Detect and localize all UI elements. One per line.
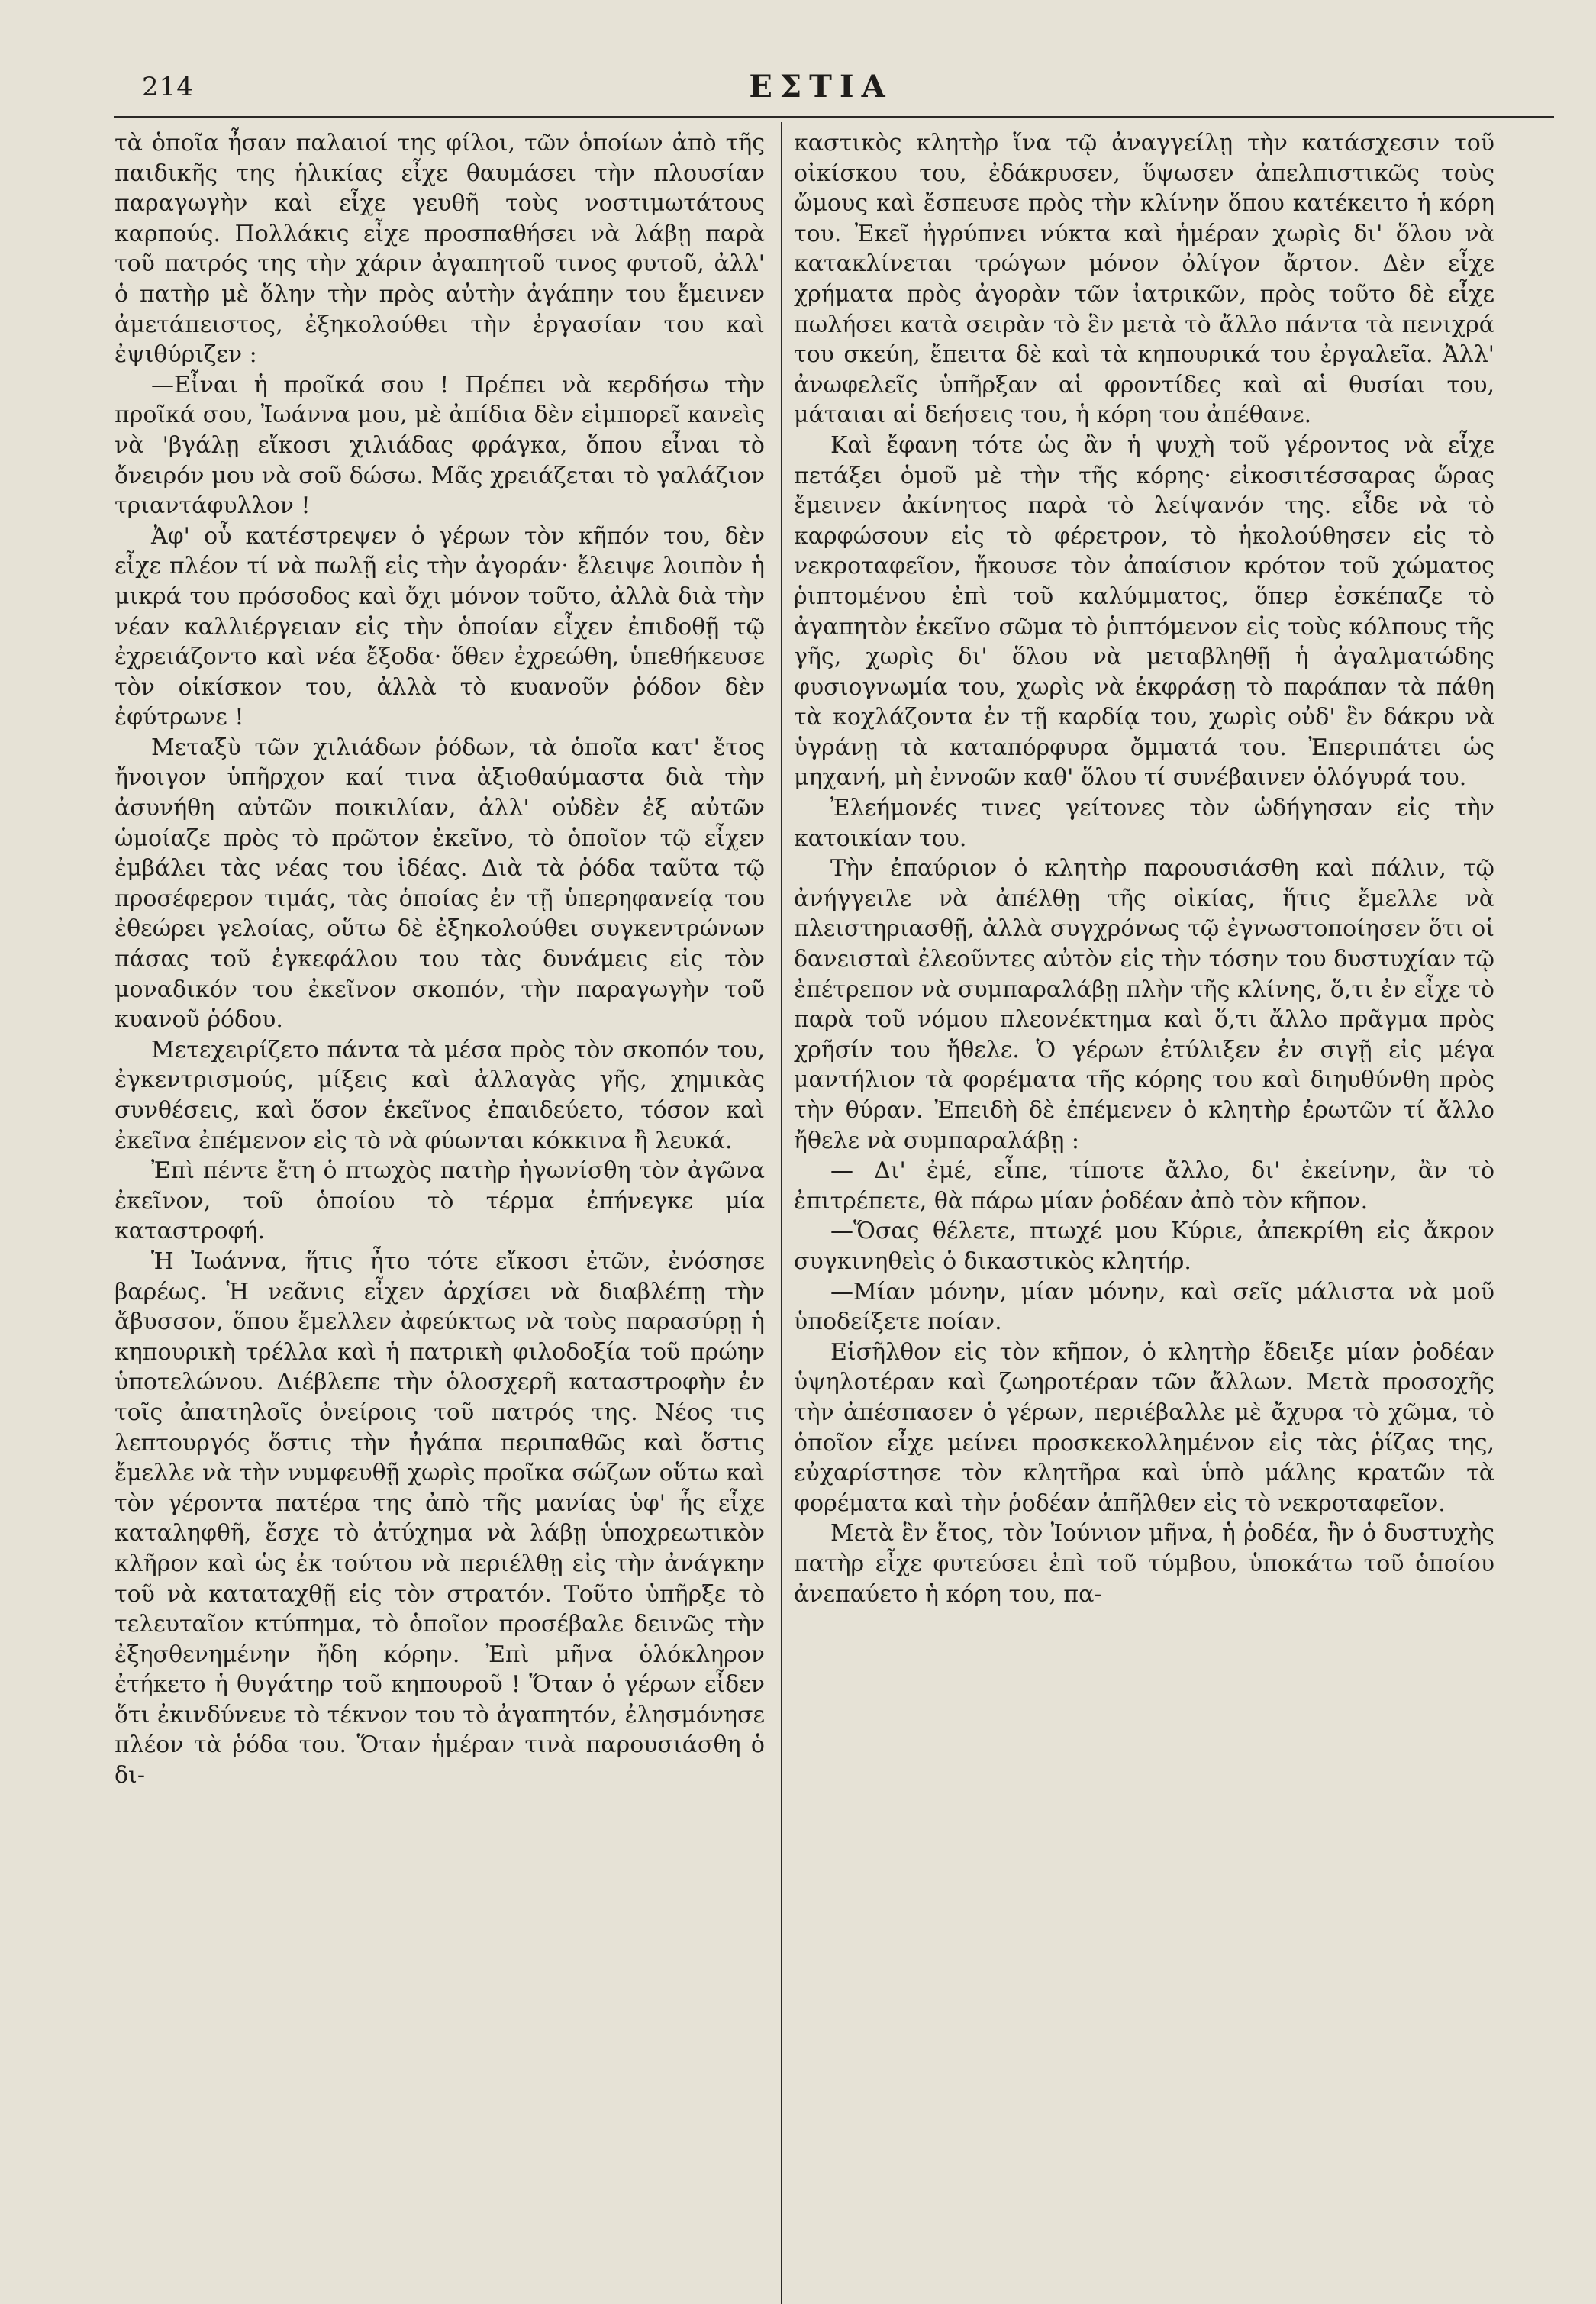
paragraph: τὰ ὁποῖα ἦσαν παλαιοί της φίλοι, τῶν ὁποίων ἀπὸ τῆς παιδικῆς της ἡλικίας εἶχε θαυμάσει τὴν πλουσίαν παραγωγὴν καὶ εἶχε γευθῆ τοὺς νοστιμωτάτους καρπούς. Πολλάκις εἶχε προσπαθήσει νὰ λάβῃ παρὰ τοῦ πατρός της τὴν χάριν ἀγαπητοῦ τινος φυτοῦ, ἀλλ' ὁ πατὴρ μὲ ὅλην τὴν πρὸς αὐτὴν ἀγάπην του ἔμεινεν ἀμετάπειστος, ἐξηκολούθει τὴν ἐργασίαν του καὶ ἐψιθύριζεν : bbox=[114, 130, 765, 369]
header-rule bbox=[114, 116, 1554, 118]
paragraph: —Εἶναι ἡ προῖκά σου ! Πρέπει νὰ κερδήσω τὴν προῖκά σου, Ἰωάννα μου, μὲ ἀπίδια δὲν εἰμπορεῖ κανεὶς νὰ 'βγάλῃ εἴκοσι χιλιάδας φράγκα, ὅπου εἶναι τὸ ὄνειρόν μου νὰ σοῦ δώσω. Μᾶς χρειάζεται τὸ γαλάζιον τριαντάφυλλον ! bbox=[114, 371, 765, 520]
paragraph: —Μίαν μόνην, μίαν μόνην, καὶ σεῖς μάλιστα νὰ μοῦ ὑποδείξετε ποίαν. bbox=[794, 1278, 1494, 1336]
page-number: 214 bbox=[142, 72, 194, 102]
paragraph: Ἡ Ἰωάννα, ἥτις ἦτο τότε εἴκοσι ἐτῶν, ἐνόσησε βαρέως. Ἡ νεᾶνις εἶχεν ἀρχίσει νὰ διαβλέπῃ τὴν ἄβυσσον, ὅπου ἔμελλεν ἀφεύκτως νὰ τοὺς παρασύρῃ ἡ κηπουρικὴ τρέλλα καὶ ἡ πατρικὴ φιλοδοξία τοῦ πρώην ὑποτελώνου. Διέβλεπε τὴν ὁλοσχερῆ καταστροφὴν ἐν τοῖς ἀπατηλοῖς ὀνείροις τοῦ πατρός της. Νέος τις λεπτουργός ὅστις τὴν ἠγάπα περιπαθῶς καὶ ὅστις ἔμελλε νὰ τὴν νυμφευθῇ χωρὶς προῖκα σώζων οὕτω καὶ τὸν γέροντα πατέρα της ἀπὸ τῆς μανίας ὑφ' ἧς εἶχε καταληφθῆ, ἔσχε τὸ ἀτύχημα νὰ λάβῃ ὑποχρεωτικὸν κλῆρον καὶ ὡς ἐκ τούτου νὰ περιέλθῃ εἰς τὴν ἀνάγκην τοῦ νὰ καταταχθῇ εἰς τὸν στρατόν. Τοῦτο ὑπῆρξε τὸ τελευταῖον κτύπημα, τὸ ὁποῖον προσέβαλε δεινῶς τὴν ἐξησθενημένην ἤδη κόρην. Ἐπὶ μῆνα ὁλόκληρον ἐτήκετο ἡ θυγάτηρ τοῦ κηπουροῦ ! Ὅταν ὁ γέρων εἶδεν ὅτι ἐκινδύνευε τὸ τέκνον του τὸ ἀγαπητόν, ἐλησμόνησε πλέον τὰ ῥόδα του. Ὅταν ἡμέραν τινὰ παρουσιάσθη ὁ δι- bbox=[114, 1247, 765, 1789]
paragraph: Τὴν ἐπαύριον ὁ κλητὴρ παρουσιάσθη καὶ πάλιν, τῷ ἀνήγγειλε νὰ ἀπέλθῃ τῆς οἰκίας, ἥτις ἔμελλε νὰ πλειστηριασθῇ, ἀλλὰ συγχρόνως τῷ ἐγνωστοποίησεν ὅτι οἱ δανεισταὶ ἐλεοῦντες αὐτὸν εἰς τὴν τόσην του δυστυχίαν τῷ ἐπέτρεπον νὰ συμπαραλάβῃ πλὴν τῆς κλίνης, ὅ,τι ἐν εἶχε τὸ παρὰ τοῦ νόμου πλεονέκτημα καὶ ὅ,τι ἄλλο πρᾶγμα πρὸς χρῆσίν του ἤθελε. Ὁ γέρων ἐτύλιξεν ἐν σιγῇ εἰς μέγα μαντήλιον τὰ φορέματα τῆς κόρης του καὶ διηυθύνθη πρὸς τὴν θύραν. Ἐπειδὴ δὲ ἐπέμενεν ὁ κλητὴρ ἐρωτῶν τί ἄλλο ἤθελε νὰ συμπαραλάβῃ : bbox=[794, 855, 1494, 1154]
paragraph: Ἀφ' οὗ κατέστρεψεν ὁ γέρων τὸν κῆπόν του, δὲν εἶχε πλέον τί νὰ πωλῇ εἰς τὴν ἀγοράν· ἔλειψε λοιπὸν ἡ μικρά του πρόσοδος καὶ ὄχι μόνον τοῦτο, ἀλλὰ διὰ τὴν νέαν καλλιέργειαν εἰς τὴν ὁποίαν εἶχεν ἐπιδοθῇ τῷ ἐχρειάζοντο καὶ νέα ἔξοδα· ὅθεν ἐχρεώθη, ὑπεθήκευσε τὸν οἰκίσκον του, ἀλλὰ τὸ κυανοῦν ῥόδον δὲν ἐφύτρωνε ! bbox=[114, 522, 765, 731]
journal-title: ΕΣΤΙΑ bbox=[749, 69, 893, 105]
column-divider bbox=[781, 122, 782, 2304]
left-column bbox=[114, 128, 765, 1791]
paragraph: Μετὰ ἓν ἔτος, τὸν Ἰούνιον μῆνα, ἡ ῥοδέα, ἣν ὁ δυστυχὴς πατὴρ εἶχε φυτεύσει ἐπὶ τοῦ τύμβου, ὑποκάτω τοῦ ὁποίου ἀνεπαύετο ἡ κόρη του, πα- bbox=[794, 1520, 1494, 1608]
paragraph: Μετεχειρίζετο πάντα τὰ μέσα πρὸς τὸν σκοπόν του, ἐγκεντρισμούς, μίξεις καὶ ἀλλαγὰς γῆς, χημικὰς συνθέσεις, καὶ ὅσον ἐκεῖνος ἐπαιδεύετο, τόσον καὶ ἐκεῖνα ἐπέμενον εἰς τὸ νὰ φύωνται κόκκινα ἢ λευκά. bbox=[114, 1036, 765, 1154]
paragraph: Εἰσῆλθον εἰς τὸν κῆπον, ὁ κλητὴρ ἔδειξε μίαν ῥοδέαν ὑψηλοτέραν καὶ ζωηροτέραν τῶν ἄλλων. Μετὰ προσοχῆς τὴν ἀπέσπασεν ὁ γέρων, περιέβαλλε μὲ ἄχυρα τὸ χῶμα, τὸ ὁποῖον εἶχε μείνει προσκεκολλημένον εἰς τὰς ῥίζας της, εὐχαρίστησε τὸν κλητῆρα καὶ ὑπὸ μάλης κρατῶν τὰ φορέματα καὶ τὴν ῥοδέαν ἀπῆλθεν εἰς τὸ νεκροταφεῖον. bbox=[794, 1338, 1494, 1517]
paragraph: Ἐλεήμονές τινες γείτονες τὸν ὡδήγησαν εἰς τὴν κατοικίαν του. bbox=[794, 795, 1494, 852]
paragraph: Ἐπὶ πέντε ἔτη ὁ πτωχὸς πατὴρ ἠγωνίσθη τὸν ἀγῶνα ἐκεῖνον, τοῦ ὁποίου τὸ τέρμα ἐπήνεγκε μία καταστροφή. bbox=[114, 1157, 765, 1245]
paragraph: —Ὅσας θέλετε, πτωχέ μου Κύριε, ἀπεκρίθη εἰς ἄκρον συγκινηθεὶς ὁ δικαστικὸς κλητήρ. bbox=[794, 1218, 1494, 1275]
paragraph: καστικὸς κλητὴρ ἵνα τῷ ἀναγγείλῃ τὴν κατάσχεσιν τοῦ οἰκίσκου του, ἐδάκρυσεν, ὕψωσεν ἀπελπιστικῶς τοὺς ὤμους καὶ ἔσπευσε πρὸς τὴν κλίνην ὅπου κατέκειτο ἡ κόρη του. Ἐκεῖ ἠγρύπνει νύκτα καὶ ἡμέραν χωρὶς δι' ὅλου νὰ κατακλίνεται τρώγων μόνον ὀλίγον ἄρτον. Δὲν εἶχε χρήματα πρὸς ἀγορὰν τῶν ἰατρικῶν, πρὸς τοῦτο δὲ εἶχε πωλήσει κατὰ σειρὰν τὸ ἓν μετὰ τὸ ἄλλο πάντα τὰ πενιχρά του σκεύη, ἔπειτα δὲ καὶ τὰ κηπουρικά του ἐργαλεῖα. Ἀλλ' ἀνωφελεῖς ὑπῆρξαν αἱ φροντίδες καὶ αἱ θυσίαι του, μάταιαι αἱ δεήσεις του, ἡ κόρη του ἀπέθανε. bbox=[794, 130, 1494, 429]
paragraph: Καὶ ἔφανη τότε ὡς ἂν ἡ ψυχὴ τοῦ γέροντος νὰ εἶχε πετάξει ὁμοῦ μὲ τὴν τῆς κόρης· εἰκοσιτέσσαρας ὥρας ἔμεινεν ἀκίνητος παρὰ τὸ λείψανόν της. εἶδε νὰ τὸ καρφώσουν εἰς τὸ φέρετρον, τὸ ἠκολούθησεν εἰς τὸ νεκροταφεῖον, ἤκουσε τὸν ἀπαίσιον κρότον τοῦ χώματος ῥιπτομένου ἐπὶ τοῦ καλύμματος, ὅπερ ἐσκέπαζε τὸ ἀγαπητὸν ἐκεῖνο σῶμα τὸ ῥιπτόμενον εἰς τοὺς κόλπους τῆς γῆς, χωρὶς δι' ὅλου νὰ μεταβληθῇ ἡ ἀγαλματώδης φυσιογνωμία του, χωρὶς νὰ ἐκφράσῃ τὸ παράπαν τὰ πάθη τὰ κοχλάζοντα ἐν τῇ καρδίᾳ του, χωρὶς οὐδ' ἓν δάκρυ νὰ ὑγράνῃ τὰ καταπόρφυρα ὄμματά του. Ἐπεριπάτει ὡς μηχανή, μὴ ἐννοῶν καθ' ὅλου τί συνέβαινεν ὁλόγυρά του. bbox=[794, 431, 1494, 792]
page-header bbox=[137, 67, 1504, 113]
paragraph: Μεταξὺ τῶν χιλιάδων ῥόδων, τὰ ὁποῖα κατ' ἔτος ἤνοιγον ὑπῆρχον καί τινα ἀξιοθαύμαστα διὰ τὴν ἀσυνήθη αὐτῶν ποικιλίαν, ἀλλ' οὐδὲν ἐξ αὐτῶν ὡμοίαζε πρὸς τὸ πρῶτον ἐκεῖνο, τὸ ὁποῖον τῷ εἶχεν ἐμβάλει τὰς νέας του ἰδέας. Διὰ τὰ ῥόδα ταῦτα τῷ προσέφερον τιμάς, τὰς ὁποίας ἐν τῇ ὑπερηφανείᾳ του ἐθεώρει γελοίας, οὕτω δὲ ἐξηκολούθει συγκεντρώνων πάσας τοῦ ἐγκεφάλου του τὰς δυνάμεις εἰς τὸν μοναδικόν του ἐκεῖνον σκοπόν, τὴν παραγωγὴν τοῦ κυανοῦ ῥόδου. bbox=[114, 734, 765, 1034]
paragraph: — Δι' ἐμέ, εἶπε, τίποτε ἄλλο, δι' ἐκείνην, ἂν τὸ ἐπιτρέπετε, θὰ πάρω μίαν ῥοδέαν ἀπὸ τὸν κῆπον. bbox=[794, 1157, 1494, 1215]
right-column bbox=[794, 128, 1494, 1609]
